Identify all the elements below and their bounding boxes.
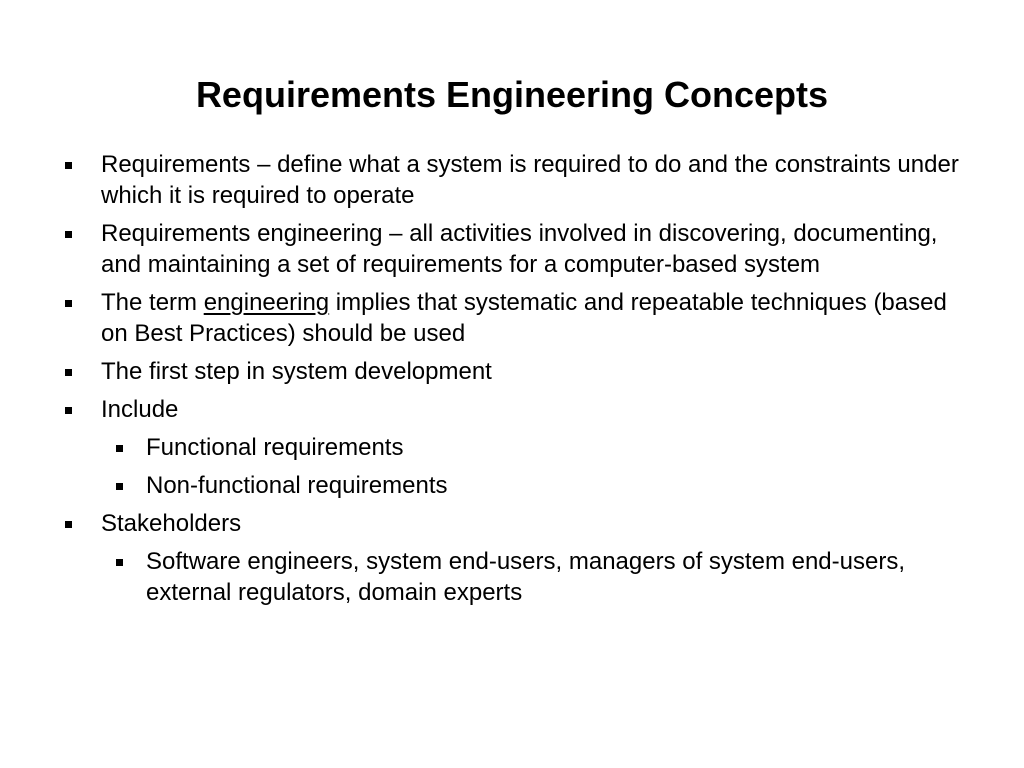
bullet-text: Stakeholders <box>101 510 242 537</box>
sub-bullet-text: Functional requirements <box>146 434 404 461</box>
square-bullet-icon <box>65 162 72 169</box>
bullet-item-requirements-engineering <box>0 218 971 280</box>
bullet-text: Requirements engineering – all activities involved in discovering, documenting, and maintaining a set of requirements for a computer-based system <box>101 220 938 278</box>
bullet-item-requirements <box>0 149 971 211</box>
bullet-text-prefix: The term <box>101 289 204 316</box>
square-bullet-icon <box>116 483 123 490</box>
bullet-text: Include <box>101 396 179 423</box>
sub-bullet-stakeholder-list <box>0 546 936 608</box>
bullet-list <box>0 149 1024 608</box>
underlined-term: engineering <box>203 289 330 316</box>
bullet-text: Requirements – define what a system is required to do and the constraints under which it is required to operate <box>101 151 959 209</box>
bullet-item-include <box>0 394 971 425</box>
sub-bullet-text: Non-functional requirements <box>146 472 448 499</box>
square-bullet-icon <box>65 521 72 528</box>
square-bullet-icon <box>65 231 72 238</box>
bullet-text-suffix: implies that systematic and repeatable techniques (based on Best Practices) should be used <box>101 289 947 347</box>
bullet-item-engineering-term <box>0 287 971 349</box>
square-bullet-icon <box>65 369 72 376</box>
square-bullet-icon <box>65 407 72 414</box>
square-bullet-icon <box>116 559 123 566</box>
bullet-item-first-step <box>0 356 971 387</box>
bullet-text: The first step in system development <box>101 358 492 385</box>
sub-bullet-functional <box>0 432 936 463</box>
sub-bullet-text: Software engineers, system end-users, managers of system end-users, external regulators, domain experts <box>146 548 905 606</box>
slide-title: Requirements Engineering Concepts <box>195 74 829 115</box>
square-bullet-icon <box>65 300 72 307</box>
square-bullet-icon <box>116 445 123 452</box>
sub-bullet-non-functional <box>0 470 936 501</box>
bullet-item-stakeholders <box>0 508 971 539</box>
